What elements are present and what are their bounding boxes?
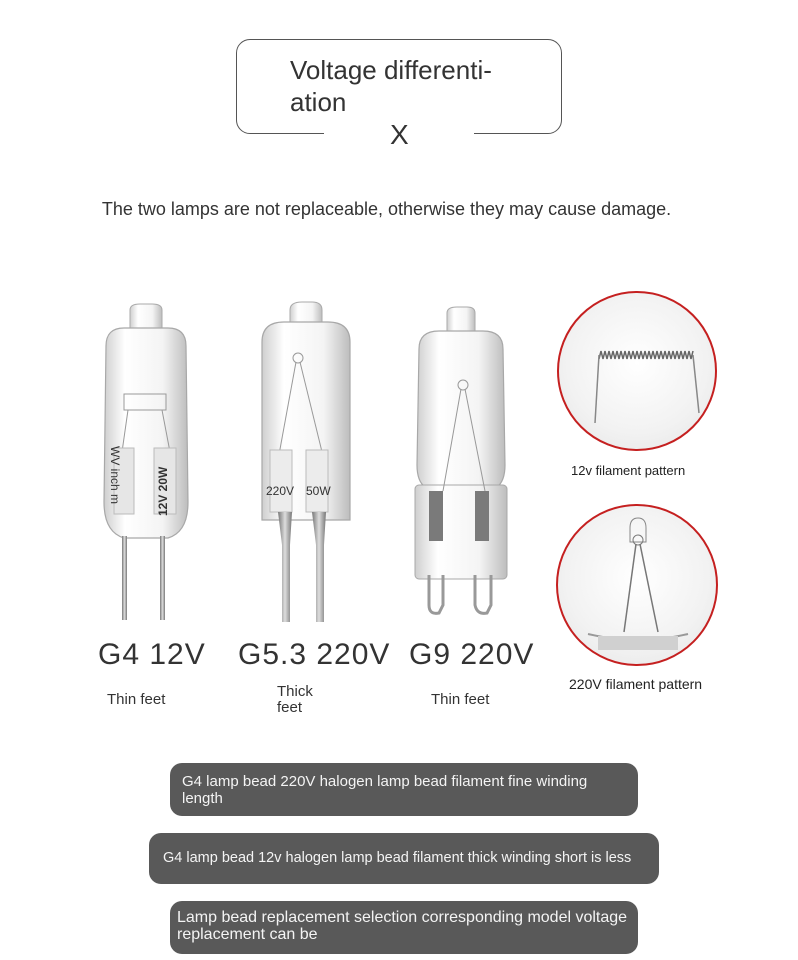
- g53-feet-label: [277, 684, 313, 716]
- title-line-2: ation: [290, 87, 347, 117]
- filament-12v-image: [557, 291, 717, 451]
- filament-220v-image: [556, 504, 718, 666]
- g4-print-a: WV inch m: [108, 446, 122, 505]
- g53-feet-line-2: feet: [277, 699, 303, 716]
- note-g4-220v: G4 lamp bead 220V halogen lamp bead filament fine winding length: [170, 763, 638, 816]
- g9-feet-label: Thin feet: [431, 691, 490, 708]
- note-replacement: Lamp bead replacement selection corresponding model voltage replacement can be: [170, 901, 638, 954]
- g53-print-a: 220V: [266, 484, 295, 498]
- page-title: [290, 54, 520, 118]
- g53-lamp-image: [250, 300, 360, 625]
- filament-12v-caption: 12v filament pattern: [571, 463, 686, 478]
- g53-feet-line-1: Thick: [277, 683, 313, 700]
- g9-lamp-image: [405, 305, 515, 620]
- note-g4-12v: G4 lamp bead 12v halogen lamp bead filament thick winding short is less: [149, 833, 659, 884]
- g53-print-b: 50W: [306, 484, 331, 498]
- subtitle: The two lamps are not replaceable, otherwise they may cause damage.: [101, 199, 672, 219]
- g9-model-label: G9 220V: [409, 638, 535, 671]
- title-line-1: Voltage differenti-: [290, 55, 492, 85]
- g53-model-label: G5.3 220V: [238, 638, 391, 671]
- g4-print-b: 12V 20W: [156, 466, 170, 516]
- title-x-mark: X: [390, 119, 409, 150]
- g4-model-label: G4 12V: [98, 638, 206, 671]
- filament-220v-caption: 220V filament pattern: [569, 676, 703, 692]
- g4-feet-label: Thin feet: [107, 691, 166, 708]
